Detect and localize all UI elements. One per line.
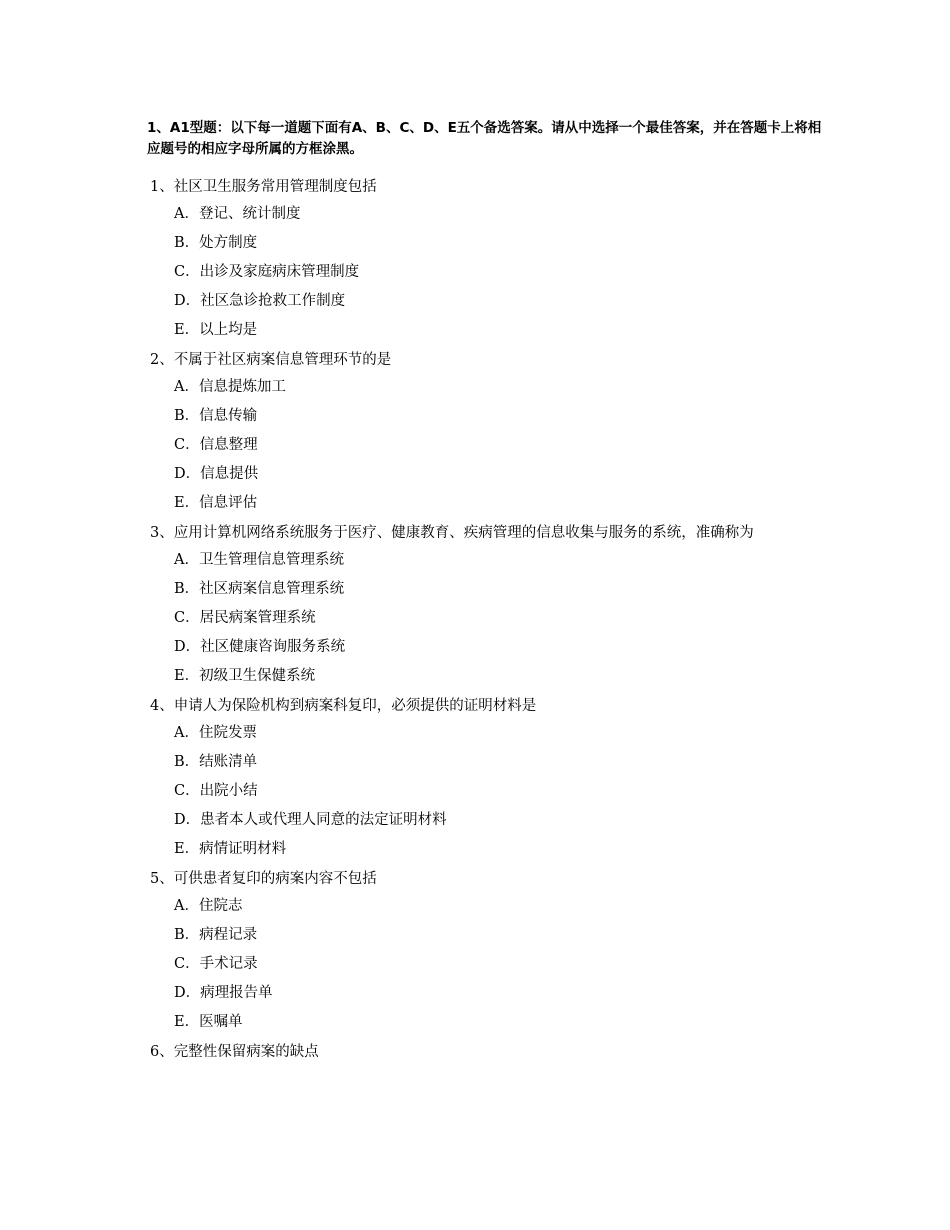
question-stem: 6、完整性保留病案的缺点 — [150, 1044, 319, 1060]
question-6 — [150, 1041, 830, 1063]
option-e: E．医嘱单 — [174, 1014, 243, 1030]
option-d: D．病理报告单 — [174, 985, 273, 1001]
question-3 — [150, 522, 830, 687]
option-a: A．住院发票 — [174, 725, 257, 741]
option-e: E．病情证明材料 — [174, 841, 287, 857]
question-1 — [150, 176, 830, 341]
option-b: B．病程记录 — [174, 927, 258, 943]
option-e: E．以上均是 — [174, 322, 258, 338]
question-4 — [150, 695, 830, 860]
option-e: E．信息评估 — [174, 495, 258, 511]
question-2 — [150, 349, 830, 514]
option-c: C．居民病案管理系统 — [174, 610, 316, 626]
option-c: C．信息整理 — [174, 437, 258, 453]
option-b: B．信息传输 — [174, 408, 258, 424]
option-a: A．登记、统计制度 — [174, 206, 301, 222]
section-instructions: 1、A1型题：以下每一道题下面有A、B、C、D、E五个备选答案。请从中选择一个最佳答案，并在答题卡上将相应题号的相应字母所属的方框涂黑。 — [147, 120, 822, 157]
option-b: B．处方制度 — [174, 235, 258, 251]
option-d: D．社区健康咨询服务系统 — [174, 639, 346, 655]
option-d: D．患者本人或代理人同意的法定证明材料 — [174, 812, 447, 828]
question-stem: 4、申请人为保险机构到病案科复印，必须提供的证明材料是 — [150, 698, 537, 714]
question-list — [150, 176, 830, 1069]
option-a: A．住院志 — [174, 898, 243, 914]
question-stem: 5、可供患者复印的病案内容不包括 — [150, 871, 377, 887]
question-stem: 3、应用计算机网络系统服务于医疗、健康教育、疾病管理的信息收集与服务的系统，准确称为 — [150, 525, 754, 541]
option-c: C．出诊及家庭病床管理制度 — [174, 264, 360, 280]
option-c: C．出院小结 — [174, 783, 258, 799]
option-b: B．结账清单 — [174, 754, 258, 770]
option-a: A．信息提炼加工 — [174, 379, 286, 395]
option-d: D．社区急诊抢救工作制度 — [174, 293, 346, 309]
option-d: D．信息提供 — [174, 466, 259, 482]
option-c: C．手术记录 — [174, 956, 258, 972]
question-5 — [150, 868, 830, 1033]
option-a: A．卫生管理信息管理系统 — [174, 552, 344, 568]
question-stem: 2、不属于社区病案信息管理环节的是 — [150, 352, 392, 368]
question-stem: 1、社区卫生服务常用管理制度包括 — [150, 179, 377, 195]
option-e: E．初级卫生保健系统 — [174, 668, 316, 684]
option-b: B．社区病案信息管理系统 — [174, 581, 345, 597]
